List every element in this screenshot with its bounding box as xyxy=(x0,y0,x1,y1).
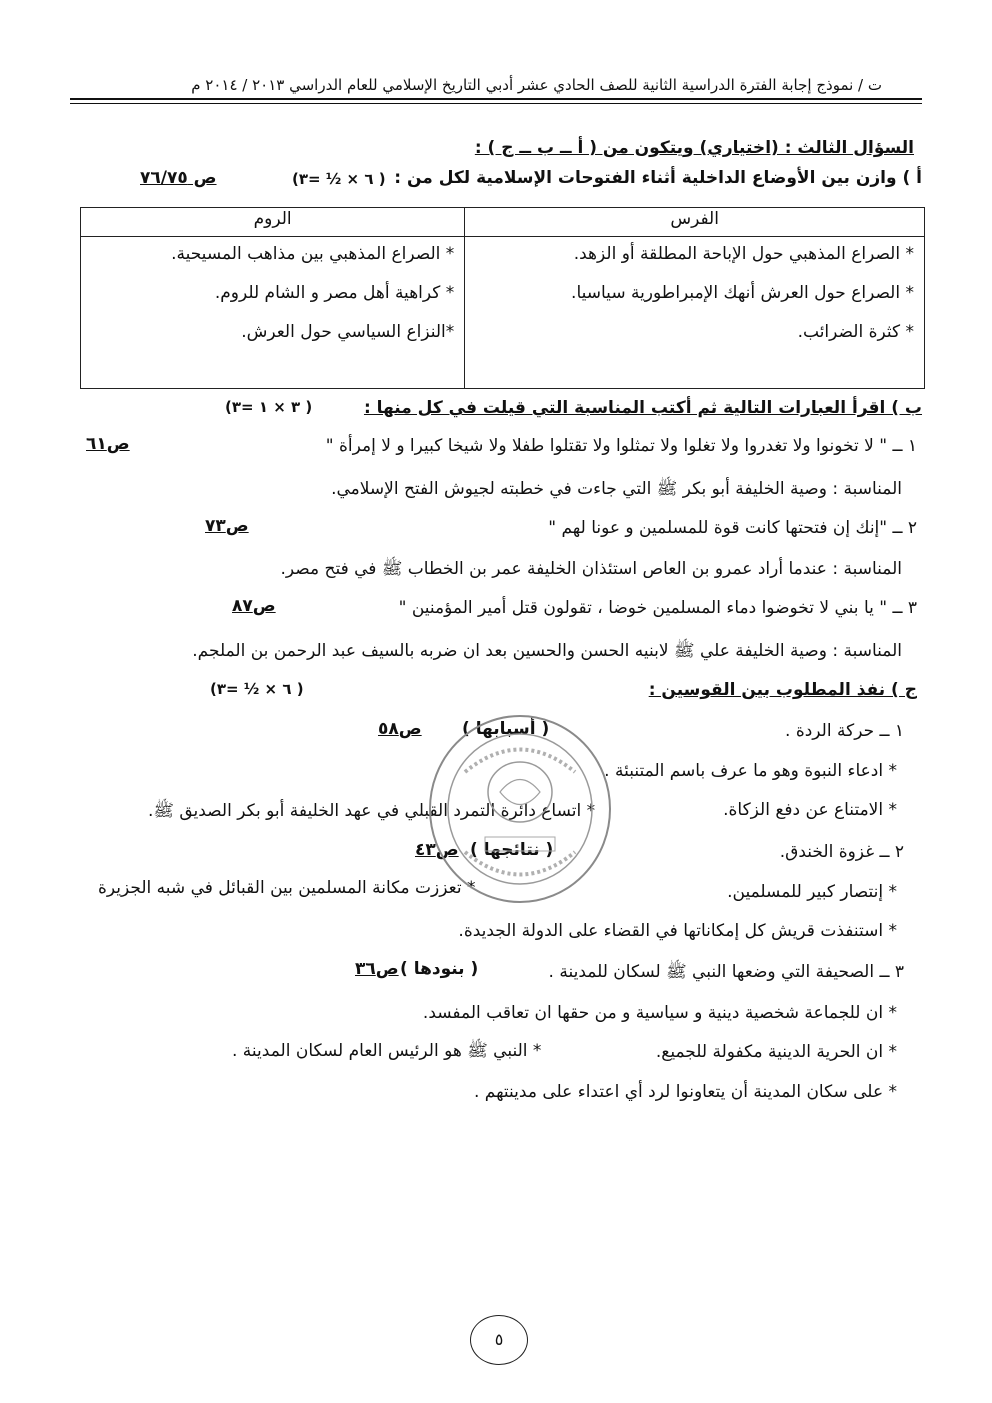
occasion-1: المناسبة : وصية الخليفة أبو بكر ﷺ التي جاءت في خطبته لجيوش الفتح الإسلامي. xyxy=(331,479,902,499)
rome-point: * كراهية أهل مصر و الشام للروم. xyxy=(214,283,455,303)
c1-point: * اتساع دائرة التمرد القبلي في عهد الخليفة أبو بكر الصديق ﷺ. xyxy=(148,801,596,821)
persia-point: * الصراع المذهبي حول الإباحة المطلقة أو الزهد. xyxy=(573,244,914,264)
c2-point: * استنفذت قريش كل إمكاناتها في القضاء على الدولة الجديدة. xyxy=(458,921,897,941)
rome-point: * الصراع المذهبي بين مذاهب المسيحية. xyxy=(171,244,455,264)
persia-point: * الصراع حول العرش أنهك الإمبراطورية سياسيا. xyxy=(571,283,914,303)
question-title: السؤال الثالث : (اختياري) ويتكون من ( أ ــ ب ــ ج ) : xyxy=(474,138,914,158)
quote-1-page-ref: ص٦١ xyxy=(86,434,130,454)
official-stamp-icon xyxy=(425,712,615,907)
part-b-prompt: ب ) اقرأ العبارات التالية ثم أكتب المناسبة التي قيلت في كل منها : xyxy=(363,398,922,418)
c3-point: * ان الحرية الدينية مكفولة للجميع. xyxy=(655,1042,897,1062)
c1-point: * ادعاء النبوة وهو ما عرف باسم المتنبئة . xyxy=(604,761,897,781)
page-number: ٥ xyxy=(470,1315,528,1365)
table-header-persia: الفرس xyxy=(465,208,925,237)
c3-point: * ان للجماعة شخصية دينية و سياسية و من حقها ان تعاقب المفسد. xyxy=(422,1003,897,1023)
c2-requirement: ( نتائجها ) xyxy=(470,840,554,860)
occasion-2: المناسبة : عندما أراد عمرو بن العاص استئذان الخليفة عمر بن الخطاب ﷺ في فتح مصر. xyxy=(280,559,902,579)
c3-point: * النبي ﷺ هو الرئيس العام لسكان المدينة . xyxy=(232,1041,542,1061)
part-a-marks: ( ٦ × ½ =٣) xyxy=(292,170,386,188)
c2-page-ref: ص٤٣ xyxy=(415,840,459,860)
part-a-page-ref: ص ٧٦/٧٥ xyxy=(140,168,217,188)
c2-title: ٢ ــ غزوة الخندق. xyxy=(779,842,904,862)
quote-2: ٢ ــ "إنك إن فتحتها كانت قوة للمسلمين و عونا لهم " xyxy=(548,518,917,538)
quote-1: ١ ــ " لا تخونوا ولا تغدروا ولا تغلوا ولا تمثلوا ولا تقتلوا طفلا ولا شيخا كبيرا و لا إمرأة " xyxy=(325,436,917,456)
c1-point: * الامتناع عن دفع الزكاة. xyxy=(723,800,897,820)
comparison-table xyxy=(80,207,925,389)
c2-point: * تعززت مكانة المسلمين بين القبائل في شبه الجزيرة xyxy=(98,878,476,898)
part-c-marks: ( ٦ × ½ =٣) xyxy=(210,680,304,698)
persia-cell xyxy=(465,237,925,389)
c3-requirement: ( بنودها ) xyxy=(400,959,479,979)
c3-page-ref: ص٣٦ xyxy=(355,959,399,979)
quote-3-page-ref: ص٨٧ xyxy=(232,596,276,616)
part-b-marks: ( ٣ × ١ =٣) xyxy=(225,398,313,416)
quote-2-page-ref: ص٧٣ xyxy=(205,516,249,536)
occasion-3: المناسبة : وصية الخليفة علي ﷺ لابنيه الحسن والحسين بعد ان ضربه بالسيف عبد الرحمن بن الملجم. xyxy=(192,641,902,661)
header-rule xyxy=(70,98,922,100)
c1-title: ١ ــ حركة الردة . xyxy=(785,721,904,741)
header-rule-thin xyxy=(70,103,922,104)
table-header-rome: الروم xyxy=(81,208,465,237)
rome-cell xyxy=(81,237,465,389)
part-a-prompt: أ ) وازن بين الأوضاع الداخلية أثناء الفتوحات الإسلامية لكل من : xyxy=(394,168,922,188)
c3-title: ٣ ــ الصحيفة التي وضعها النبي ﷺ لسكان للمدينة . xyxy=(548,962,904,982)
persia-point: * كثرة الضرائب. xyxy=(797,322,914,342)
quote-3: ٣ ــ " يا بني لا تخوضوا دماء المسلمين خوضا ، تقولون قتل أمير المؤمنين " xyxy=(398,598,917,618)
rome-point: *النزاع السياسي حول العرش. xyxy=(241,322,455,342)
document-header: ت / نموذج إجابة الفترة الدراسية الثانية للصف الحادي عشر أدبي التاريخ الإسلامي للعام الدراسي ٢٠١٣ / ٢٠١٤ م xyxy=(191,76,882,94)
c2-point: * إنتصار كبير للمسلمين. xyxy=(727,882,897,902)
c1-page-ref: ص٥٨ xyxy=(378,719,422,739)
c1-requirement: ( أسبابها ) xyxy=(462,719,550,739)
part-c-prompt: ج ) نفذ المطلوب بين القوسين : xyxy=(648,680,917,700)
c3-point: * على سكان المدينة أن يتعاونوا لرد أي اعتداء على مدينتهم . xyxy=(473,1082,897,1102)
